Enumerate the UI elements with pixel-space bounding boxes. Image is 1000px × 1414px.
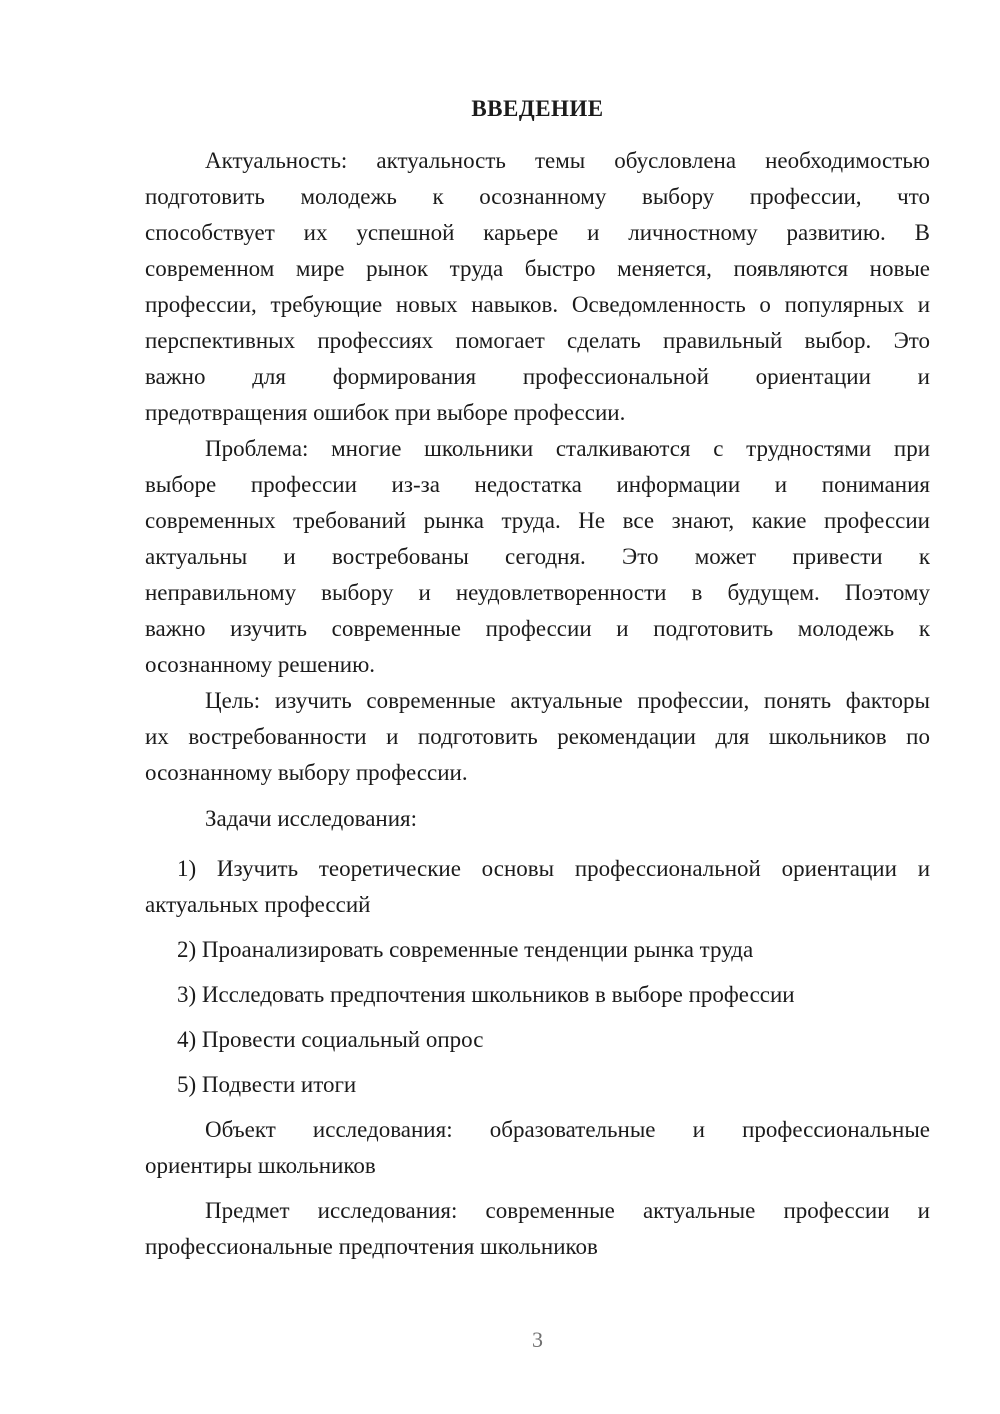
text-line: 3) Исследовать предпочтения школьников в выборе профессии — [177, 982, 795, 1007]
text-line: Актуальность: актуальность темы обусловлена необходимостью — [205, 148, 930, 173]
task-item-3 — [145, 977, 930, 1013]
text-line: Предмет исследования: современные актуальные профессии и — [205, 1198, 930, 1223]
para-problema — [145, 431, 930, 683]
text-line: Объект исследования: образовательные и профессиональные — [205, 1117, 930, 1142]
page-number: 3 — [532, 1327, 543, 1352]
para-aktualnost — [145, 143, 930, 431]
text-line: перспективных профессиях помогает сделать правильный выбор. Это — [145, 328, 930, 353]
para-predmet — [145, 1193, 930, 1265]
task-item-1 — [145, 851, 930, 923]
text-line: профессиональные предпочтения школьников — [145, 1234, 598, 1259]
text-line: неправильному выбору и неудовлетворенности в будущем. Поэтому — [145, 580, 930, 605]
text-line: профессии, требующие новых навыков. Осведомленность о популярных и — [145, 292, 930, 317]
text-line: осознанному решению. — [145, 652, 376, 677]
text-line: Цель: изучить современные актуальные профессии, понять факторы — [205, 688, 930, 713]
text-line: 4) Провести социальный опрос — [177, 1027, 484, 1052]
text-line: Задачи исследования: — [205, 806, 418, 831]
para-obyekt — [145, 1112, 930, 1184]
text-line: осознанному выбору профессии. — [145, 760, 468, 785]
text-line: 5) Подвести итоги — [177, 1072, 357, 1097]
text-line: актуальны и востребованы сегодня. Это может привести к — [145, 544, 930, 569]
task-item-2 — [145, 932, 930, 968]
text-line: ориентиры школьников — [145, 1153, 376, 1178]
text-line: 1) Изучить теоретические основы профессиональной ориентации и — [177, 856, 930, 881]
text-line: важно для формирования профессиональной ориентации и — [145, 364, 930, 389]
text-line: Проблема: многие школьники сталкиваются с трудностями при — [205, 436, 930, 461]
text-line: предотвращения ошибок при выборе профессии. — [145, 400, 626, 425]
tasks-heading — [145, 801, 930, 837]
text-line: 2) Проанализировать современные тенденции рынка труда — [177, 937, 754, 962]
text-line: выборе профессии из-за недостатка информации и понимания — [145, 472, 930, 497]
page-title: ВВЕДЕНИЕ — [471, 96, 604, 121]
text-line: современном мире рынок труда быстро меняется, появляются новые — [145, 256, 930, 281]
document-content — [145, 91, 930, 1265]
text-line: важно изучить современные профессии и подготовить молодежь к — [145, 616, 930, 641]
text-line: актуальных профессий — [145, 892, 371, 917]
task-item-5 — [145, 1067, 930, 1103]
text-line: современных требований рынка труда. Не все знают, какие профессии — [145, 508, 930, 533]
text-line: способствует их успешной карьере и личностному развитию. В — [145, 220, 930, 245]
para-tsel — [145, 683, 930, 791]
text-line: подготовить молодежь к осознанному выбору профессии, что — [145, 184, 930, 209]
text-line: их востребованности и подготовить рекомендации для школьников по — [145, 724, 930, 749]
task-item-4 — [145, 1022, 930, 1058]
